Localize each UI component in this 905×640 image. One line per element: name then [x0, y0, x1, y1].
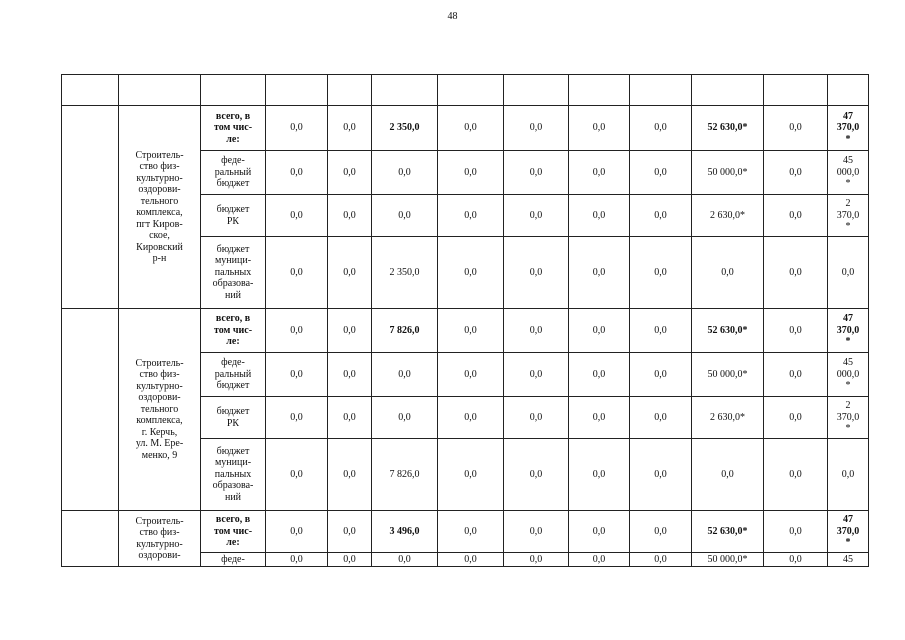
value-cell: 0,0 [438, 195, 504, 237]
value-cell: 0,0 [504, 553, 569, 567]
value-cell: 0,0 [438, 309, 504, 353]
value-cell: 0,0 [764, 106, 828, 151]
funding-source-cell: всего, в том чис- ле: [201, 309, 266, 353]
value-cell: 0,0 [692, 439, 764, 511]
header-cell [828, 75, 869, 106]
header-row [62, 75, 869, 106]
value-cell: 0,0 [266, 553, 328, 567]
value-cell: 0,0 [328, 151, 372, 195]
value-cell: 0,0 [504, 151, 569, 195]
value-cell: 45 000,0 * [828, 353, 869, 397]
value-cell: 2 630,0* [692, 195, 764, 237]
value-cell: 0,0 [328, 106, 372, 151]
value-cell: 0,0 [266, 151, 328, 195]
funding-source-cell: феде- ральный бюджет [201, 353, 266, 397]
value-cell: 0,0 [266, 309, 328, 353]
table-row [62, 511, 869, 553]
value-cell: 0,0 [764, 439, 828, 511]
value-cell: 0,0 [569, 309, 630, 353]
funding-source-cell: феде- [201, 553, 266, 567]
value-cell: 0,0 [438, 397, 504, 439]
value-cell: 50 000,0* [692, 553, 764, 567]
value-cell: 0,0 [569, 237, 630, 309]
value-cell: 3 496,0 [372, 511, 438, 553]
funding-source-cell: бюджет РК [201, 195, 266, 237]
value-cell: 47 370,0 * [828, 511, 869, 553]
header-cell [62, 75, 119, 106]
table-row [62, 106, 869, 151]
value-cell: 0,0 [504, 353, 569, 397]
value-cell: 0,0 [630, 106, 692, 151]
funding-source-cell: бюджет муници- пальных образова- ний [201, 439, 266, 511]
object-name-cell: Строитель- ство физ- культурно- оздорови- тельного комплекса, пгт Киров- ское, Кировский р-н [119, 106, 201, 309]
value-cell: 0,0 [630, 309, 692, 353]
value-cell: 2 370,0 * [828, 195, 869, 237]
funding-source-cell: всего, в том чис- ле: [201, 106, 266, 151]
value-cell: 0,0 [266, 353, 328, 397]
value-cell: 0,0 [504, 397, 569, 439]
value-cell: 0,0 [266, 439, 328, 511]
value-cell: 0,0 [438, 151, 504, 195]
value-cell: 52 630,0* [692, 106, 764, 151]
value-cell: 0,0 [266, 106, 328, 151]
budget-table [61, 74, 869, 567]
value-cell: 0,0 [764, 309, 828, 353]
funding-source-cell: феде- ральный бюджет [201, 151, 266, 195]
value-cell: 0,0 [764, 151, 828, 195]
header-cell [438, 75, 504, 106]
value-cell: 50 000,0* [692, 151, 764, 195]
value-cell: 0,0 [764, 195, 828, 237]
value-cell: 0,0 [266, 237, 328, 309]
funding-source-cell: бюджет муници- пальных образова- ний [201, 237, 266, 309]
value-cell: 0,0 [438, 511, 504, 553]
value-cell: 7 826,0 [372, 439, 438, 511]
value-cell: 45 [828, 553, 869, 567]
value-cell: 0,0 [504, 195, 569, 237]
value-cell: 0,0 [630, 439, 692, 511]
value-cell: 0,0 [328, 195, 372, 237]
value-cell: 0,0 [438, 439, 504, 511]
funding-source-cell: всего, в том чис- ле: [201, 511, 266, 553]
value-cell: 0,0 [692, 237, 764, 309]
value-cell: 0,0 [328, 237, 372, 309]
value-cell: 0,0 [569, 106, 630, 151]
value-cell: 0,0 [764, 511, 828, 553]
empty-cell [62, 511, 119, 567]
value-cell: 0,0 [328, 439, 372, 511]
value-cell: 0,0 [569, 353, 630, 397]
value-cell: 0,0 [372, 353, 438, 397]
value-cell: 0,0 [569, 397, 630, 439]
header-cell [119, 75, 201, 106]
header-cell [201, 75, 266, 106]
value-cell: 0,0 [630, 553, 692, 567]
value-cell: 0,0 [372, 397, 438, 439]
value-cell: 0,0 [569, 151, 630, 195]
value-cell: 0,0 [630, 511, 692, 553]
value-cell: 0,0 [504, 106, 569, 151]
value-cell: 47 370,0 * [828, 309, 869, 353]
value-cell: 0,0 [328, 309, 372, 353]
empty-cell [62, 106, 119, 309]
value-cell: 0,0 [266, 397, 328, 439]
value-cell: 0,0 [438, 553, 504, 567]
value-cell: 0,0 [328, 553, 372, 567]
header-cell [266, 75, 328, 106]
value-cell: 47 370,0 * [828, 106, 869, 151]
table-body [62, 75, 869, 567]
value-cell: 0,0 [438, 353, 504, 397]
value-cell: 0,0 [438, 106, 504, 151]
value-cell: 0,0 [266, 511, 328, 553]
header-cell [328, 75, 372, 106]
value-cell: 0,0 [569, 439, 630, 511]
header-cell [372, 75, 438, 106]
value-cell: 0,0 [630, 353, 692, 397]
value-cell: 0,0 [504, 439, 569, 511]
header-cell [764, 75, 828, 106]
object-name-cell: Строитель- ство физ- культурно- оздорови- тельного комплекса, г. Керчь, ул. М. Ере- менко, 9 [119, 309, 201, 511]
value-cell: 0,0 [438, 237, 504, 309]
value-cell: 0,0 [828, 237, 869, 309]
value-cell: 0,0 [504, 237, 569, 309]
value-cell: 0,0 [764, 353, 828, 397]
value-cell: 0,0 [764, 237, 828, 309]
value-cell: 52 630,0* [692, 511, 764, 553]
object-name-cell: Строитель- ство физ- культурно- оздорови- [119, 511, 201, 567]
value-cell: 0,0 [372, 151, 438, 195]
value-cell: 2 350,0 [372, 106, 438, 151]
value-cell: 0,0 [266, 195, 328, 237]
value-cell: 52 630,0* [692, 309, 764, 353]
empty-cell [62, 309, 119, 511]
value-cell: 0,0 [504, 309, 569, 353]
value-cell: 0,0 [504, 511, 569, 553]
value-cell: 0,0 [372, 195, 438, 237]
value-cell: 0,0 [630, 237, 692, 309]
value-cell: 0,0 [630, 151, 692, 195]
value-cell: 0,0 [569, 553, 630, 567]
value-cell: 50 000,0* [692, 353, 764, 397]
value-cell: 2 350,0 [372, 237, 438, 309]
value-cell: 45 000,0 * [828, 151, 869, 195]
value-cell: 0,0 [328, 397, 372, 439]
value-cell: 0,0 [569, 195, 630, 237]
page-number: 48 [447, 11, 458, 22]
value-cell: 0,0 [764, 553, 828, 567]
value-cell: 0,0 [828, 439, 869, 511]
table-row [62, 309, 869, 353]
value-cell: 0,0 [328, 353, 372, 397]
value-cell: 2 630,0* [692, 397, 764, 439]
value-cell: 0,0 [372, 553, 438, 567]
value-cell: 0,0 [328, 511, 372, 553]
header-cell [630, 75, 692, 106]
value-cell: 7 826,0 [372, 309, 438, 353]
header-cell [692, 75, 764, 106]
value-cell: 0,0 [764, 397, 828, 439]
value-cell: 0,0 [569, 511, 630, 553]
value-cell: 0,0 [630, 195, 692, 237]
header-cell [569, 75, 630, 106]
value-cell: 0,0 [630, 397, 692, 439]
value-cell: 2 370,0 * [828, 397, 869, 439]
header-cell [504, 75, 569, 106]
funding-source-cell: бюджет РК [201, 397, 266, 439]
